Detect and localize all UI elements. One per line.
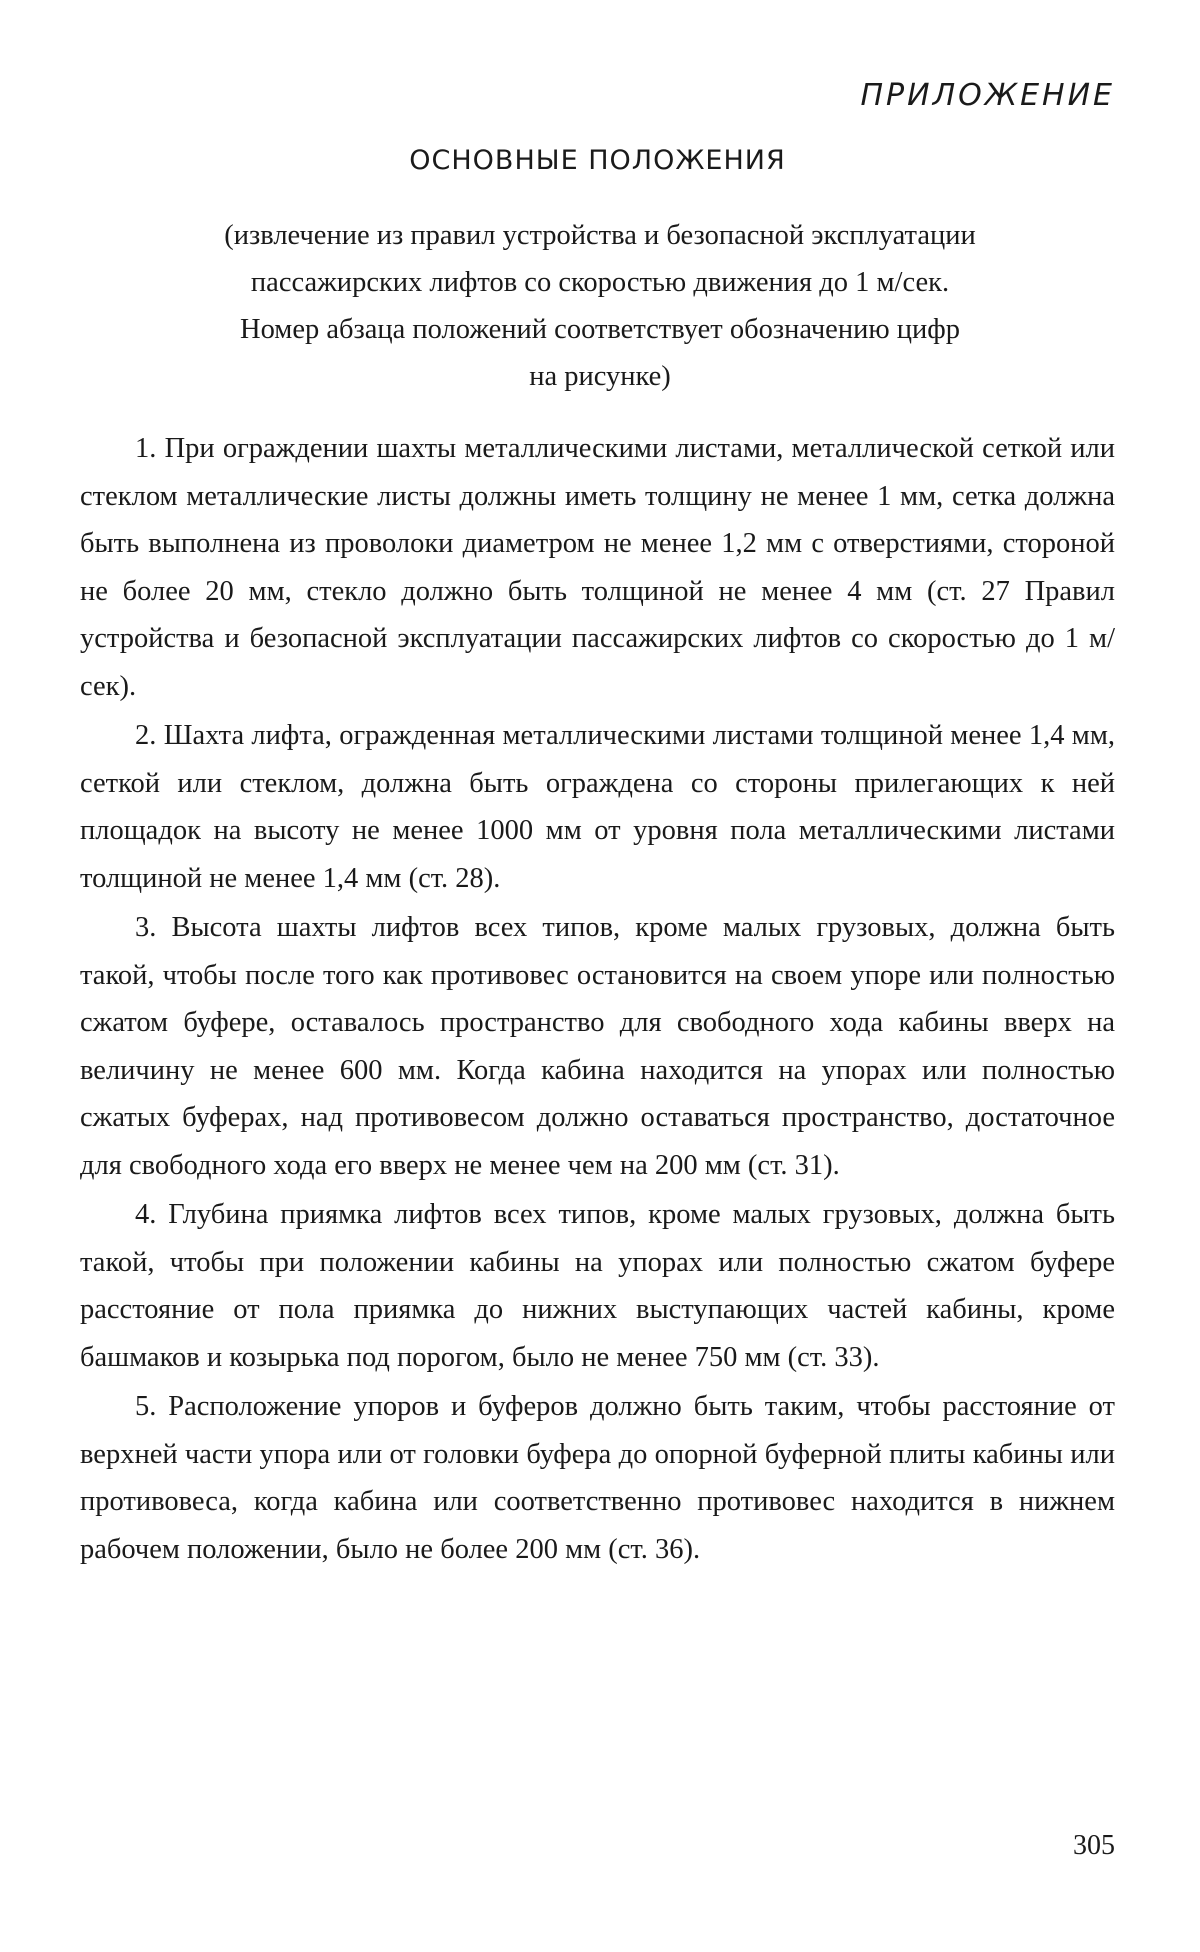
appendix-label: ПРИЛОЖЕНИЕ — [860, 78, 1115, 113]
paragraph-text: Расположение упоров и буферов должно быть таким, чтобы расстояние от верхней части упора или от головки буфера до опорной буферной плиты кабины или противовеса, когда кабина или соответственно противовес находится в нижнем рабочем положении, было не более 200 мм (ст. 36). — [80, 1391, 1116, 1565]
paragraph-number: 5. — [135, 1391, 157, 1422]
paragraph-text: Глубина приямка лифтов всех типов, кроме малых грузовых, должна быть такой, чтобы при положении кабины на упорах или полностью сжатом буфере расстояние от пола приямка до нижних выступающих частей кабины, кроме башмаков и козырька под порогом, было не менее 750 мм (ст. 33). — [80, 1199, 1116, 1373]
section-title: ОСНОВНЫЕ ПОЛОЖЕНИЯ — [409, 145, 786, 176]
paragraph-2 — [80, 712, 1115, 902]
subtitle-line: пассажирских лифтов со скоростью движения до 1 м/сек. — [250, 267, 950, 298]
paragraph-number: 4. — [135, 1199, 157, 1230]
paragraph-5 — [80, 1383, 1115, 1573]
paragraph-text: Высота шахты лифтов всех типов, кроме малых грузовых, должна быть такой, чтобы после того как противовес остановится на своем упоре или полностью сжатом буфере, оставалось пространство для свободного хода кабины вверх на величину не менее 600 мм. Когда кабина находится на упорах или полностью сжатых буферах, над противовесом должно оставаться пространство, достаточное для свободного хода его вверх не менее чем на 200 мм (ст. 31). — [80, 912, 1116, 1181]
body-text — [80, 425, 1115, 1575]
paragraph-1 — [80, 425, 1115, 710]
subtitle — [140, 212, 1060, 400]
paragraph-number: 1. — [135, 433, 157, 464]
paragraph-text: При ограждении шахты металлическими листами, металлической сеткой или стеклом металлические листы должны иметь толщину не менее 1 мм, сетка должна быть выполнена из проволоки диаметром не менее 1,2 мм с отверстиями, стороной не более 20 мм, стекло должно быть толщиной не менее 4 мм (ст. 27 Правил устройства и безопасной эксплуатации пассажирских лифтов со скоростью до 1 м/сек). — [80, 433, 1115, 702]
paragraph-text: Шахта лифта, огражденная металлическими листами толщиной менее 1,4 мм, сеткой или стеклом, должна быть ограждена со стороны прилегающих к ней площадок на высоту не менее 1000 мм от уровня пола металлическими листами толщиной не менее 1,4 мм (ст. 28). — [80, 720, 1115, 894]
document-page — [80, 0, 1115, 1952]
page-number: 305 — [1073, 1830, 1115, 1861]
paragraph-number: 2. — [135, 720, 157, 751]
paragraph-3 — [80, 904, 1115, 1189]
subtitle-line: Номер абзаца положений соответствует обозначению цифр — [240, 314, 960, 345]
subtitle-line: (извлечение из правил устройства и безопасной эксплуатации — [224, 220, 976, 251]
subtitle-line: на рисунке) — [529, 361, 671, 392]
paragraph-number: 3. — [135, 912, 157, 943]
paragraph-4 — [80, 1191, 1115, 1381]
